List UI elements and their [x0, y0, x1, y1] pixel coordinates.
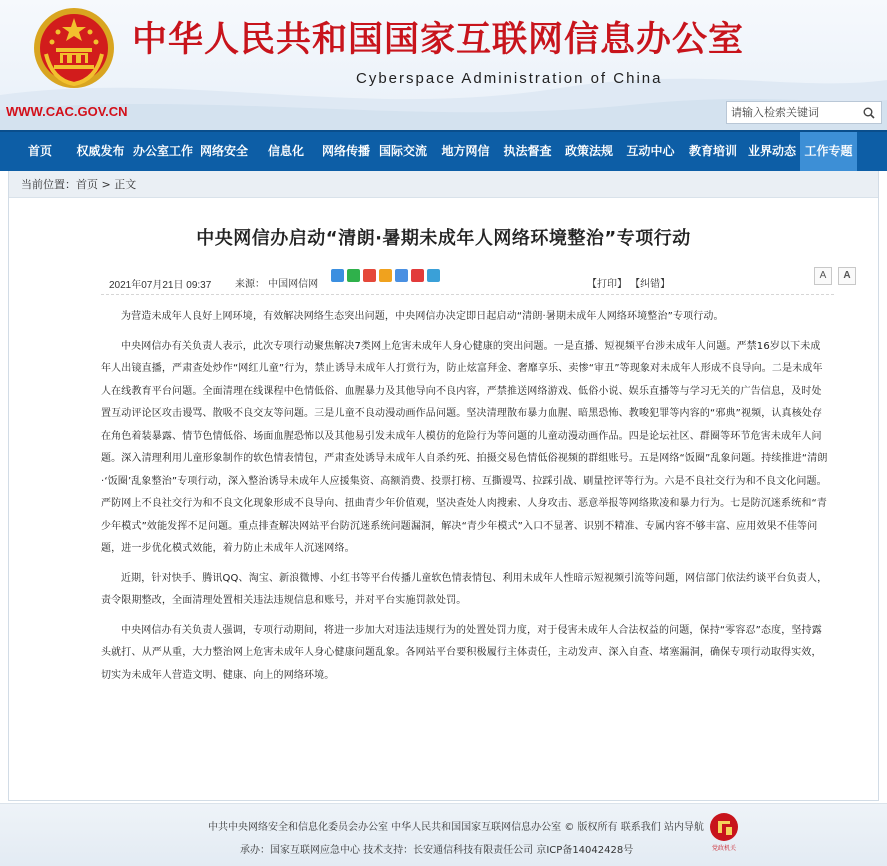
- nav-item-informatization[interactable]: 信息化: [267, 144, 304, 158]
- nav-item-policies-regulations[interactable]: 政策法规: [564, 144, 613, 158]
- breadcrumb-home-link[interactable]: 首页: [76, 178, 98, 191]
- nav-item-authoritative-release[interactable]: 权威发布: [76, 144, 125, 158]
- publish-date: 2021年07月21日 09:37: [109, 280, 212, 291]
- print-correct-links[interactable]: 【打印】 【纠错】: [587, 279, 671, 290]
- article-source: 来源： 中国网信网: [235, 279, 319, 290]
- site-subtitle: Cyberspace Administration of China: [356, 70, 663, 87]
- paragraph: 为营造未成年人良好上网环境，有效解决网络生态突出问题，中央网信办决定即日起启动“清朗·暑期未成年人网络环境整治”专项行动。: [121, 311, 724, 322]
- share-douban-icon[interactable]: [427, 269, 440, 282]
- paragraph: 中央网信办有关负责人强调，专项行动期间，将进一步加大对违法违规行为的处置处罚力度，对于侵害未成年人合法权益的问题，保持“零容忍”态度，坚持露头就打、从严从重，大力整治网上危害未成年人身心健康问题乱象。各网站平台要积极履行主体责任，主动发声、深入自查、堵塞漏洞，确保专项行动取得实效，切实为未成年人营造文明、健康、向上的网络环境。: [101, 624, 822, 681]
- meta-divider: [101, 294, 834, 295]
- search-input[interactable]: [727, 102, 859, 123]
- nav-item-enforcement[interactable]: 执法督查: [503, 144, 552, 158]
- breadcrumb-label: 当前位置：: [21, 178, 76, 191]
- share-renren-icon[interactable]: [411, 269, 424, 282]
- footer-organizer: 承办：国家互联网应急中心 技术支持：长安通信科技有限责任公司 京ICP备14042428号: [240, 845, 634, 856]
- article-meta: [9, 260, 878, 300]
- site-title: 中华人民共和国国家互联网信息办公室: [132, 20, 745, 60]
- share-qzone-icon[interactable]: [379, 269, 392, 282]
- article-title: 中央网信办启动“清朗·暑期未成年人网络环境整治”专项行动: [196, 228, 691, 249]
- nav-item-interaction-center[interactable]: 互动中心: [626, 144, 675, 158]
- search-icon[interactable]: [859, 102, 879, 123]
- breadcrumb-current: 正文: [114, 178, 137, 191]
- font-smaller-button[interactable]: A: [814, 267, 832, 285]
- party-government-badge-icon[interactable]: [706, 811, 742, 853]
- nav-item-network-communication[interactable]: 网络传播: [321, 144, 370, 158]
- nav-item-office-work[interactable]: 办公室工作: [132, 144, 193, 158]
- search-box: [726, 101, 882, 124]
- share-weibo-icon[interactable]: [363, 269, 376, 282]
- nav-item-industry-news[interactable]: 业界动态: [747, 144, 796, 158]
- paragraph: 近期，针对快手、腾讯QQ、淘宝、新浪微博、小红书等平台传播儿童软色情表情包、利用未成年人性暗示短视频引流等问题，网信部门依法约谈平台负责人，责令限期整改，全面清理处置相关违法违规信息和账号，并对平台实施罚款处罚。: [101, 572, 828, 606]
- content-frame: [8, 171, 879, 801]
- nav-item-local-cac[interactable]: 地方网信: [441, 144, 490, 158]
- nav-item-cybersecurity[interactable]: 网络安全: [199, 144, 248, 158]
- share-plus-icon[interactable]: [331, 269, 344, 282]
- nav-item-work-topics[interactable]: 工作专题: [800, 132, 857, 171]
- footer-copyright: 中共中央网络安全和信息化委员会办公室 中华人民共和国国家互联网信息办公室 © 版权所有 联系我们 站内导航: [208, 822, 704, 833]
- main-nav: [0, 130, 887, 171]
- site-header: [0, 0, 887, 130]
- paragraph: 中央网信办有关负责人表示，此次专项行动聚焦解决7类网上危害未成年人身心健康的突出问题。一是直播、短视频平台涉未成年人问题。严禁16岁以下未成年人出镜直播，严肃查处炒作“网红儿童”行为，禁止诱导未成年人打赏行为，防止炫富拜金、奢靡享乐、卖惨“审丑”等现象对未成年人形成不良导向。二是未成年人在线教育平台问题。全面清理在线课程中色情低俗、血腥暴力及其他导向不良内容，严禁推送网络游戏、低俗小说、娱乐直播等与学习无关的广告信息，及时处置互动评论区攻击谩骂、散吸不良交友等问题。三是儿童不良动漫动画作品问题。坚决清理散布暴力血腥、暗黑恐怖、教唆犯罪等内容的“邪典”视频，认真核处存在角色着装暴露、情节色情低俗、场面血腥恐怖以及其他易引发未成年人模仿的危险行为等问题的儿童动漫动画作品。四是论坛社区、群圈等环节危害未成年人问题。深入清理利用儿童形象制作的软色情表情包，严肃查处诱导未成年人自杀约死、拍摄交易色情低俗视频的群组账号。五是网络“饭圈”乱象问题。持续推进“清朗·‘饭圈’乱象整治”专项行动，深入整治诱导未成年人应援集资、高额消费、投票打榜、互撕谩骂、拉踩引战、刷量控评等行为。六是不良社交行为和不良文化问题。严防网上不良社交行为和不良文化现象形成不良导向、扭曲青少年价值观，坚决查处人肉搜索、人身攻击、恶意举报等网络欺凌和暴力行为。七是防沉迷系统和“青少年模式”效能发挥不足问题。重点排查解决网站平台防沉迷系统问题漏洞，解决“青少年模式”入口不显著、识别不精准、专属内容不够丰富、应用效果不佳等问题，进一步优化模式效能，着力防止未成年人沉迷网络。: [101, 340, 828, 554]
- nav-item-international-exchange[interactable]: 国际交流: [378, 144, 427, 158]
- nav-item-home[interactable]: 首页: [27, 144, 52, 158]
- article-body: [9, 306, 878, 687]
- site-footer: [0, 803, 887, 866]
- national-emblem-icon: [32, 6, 116, 90]
- breadcrumb-separator: >: [101, 178, 111, 191]
- share-icons: [331, 269, 440, 282]
- site-url[interactable]: WWW.CAC.GOV.CN: [6, 104, 128, 119]
- badge-text: 党政机关: [711, 845, 737, 852]
- nav-item-education-training[interactable]: 教育培训: [688, 144, 737, 158]
- font-larger-button[interactable]: A: [838, 267, 856, 285]
- share-wechat-icon[interactable]: [347, 269, 360, 282]
- breadcrumb: [9, 171, 878, 198]
- share-tencent-icon[interactable]: [395, 269, 408, 282]
